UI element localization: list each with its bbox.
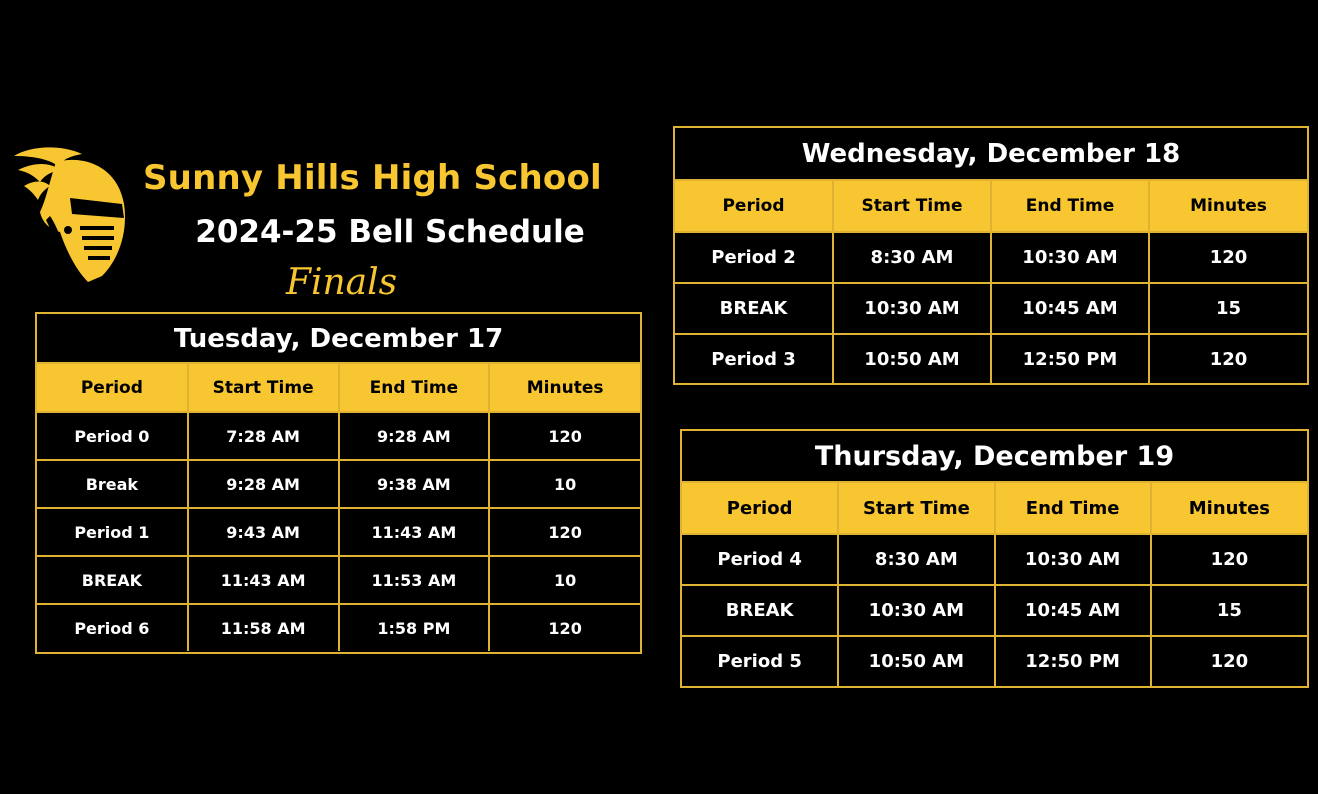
column-header: Start Time (833, 181, 991, 232)
period-cell: BREAK (675, 283, 833, 334)
table-row (675, 283, 1307, 334)
period-cell: Period 4 (682, 534, 838, 585)
minutes-cell: 10 (489, 460, 640, 508)
period-cell: Break (37, 460, 188, 508)
day-title: Tuesday, December 17 (37, 314, 640, 364)
table-row (37, 604, 640, 651)
minutes-cell: 15 (1151, 585, 1307, 636)
period-cell: Period 1 (37, 508, 188, 556)
table-row (37, 508, 640, 556)
minutes-cell: 120 (1149, 232, 1307, 283)
table-row (37, 412, 640, 460)
column-header: Period (37, 364, 188, 412)
column-header: End Time (991, 181, 1149, 232)
finals-label: Finals (286, 262, 398, 303)
start-time-cell: 10:30 AM (833, 283, 991, 334)
start-time-cell: 11:58 AM (188, 604, 339, 651)
start-time-cell: 10:50 AM (838, 636, 994, 686)
column-header: Start Time (188, 364, 339, 412)
column-header: Minutes (1151, 483, 1307, 534)
schedule-table (675, 181, 1307, 384)
period-cell: Period 5 (682, 636, 838, 686)
minutes-cell: 120 (489, 412, 640, 460)
header-row (37, 364, 640, 412)
end-time-cell: 9:28 AM (339, 412, 490, 460)
period-cell: Period 0 (37, 412, 188, 460)
table-row (682, 585, 1307, 636)
table-row (682, 636, 1307, 686)
period-cell: BREAK (682, 585, 838, 636)
end-time-cell: 10:30 AM (995, 534, 1151, 585)
start-time-cell: 11:43 AM (188, 556, 339, 604)
column-header: Minutes (1149, 181, 1307, 232)
start-time-cell: 8:30 AM (838, 534, 994, 585)
minutes-cell: 120 (1149, 334, 1307, 384)
minutes-cell: 120 (489, 508, 640, 556)
knight-helmet-icon (10, 146, 132, 286)
minutes-cell: 120 (489, 604, 640, 651)
tuesday-schedule-table (35, 312, 642, 654)
column-header: Start Time (838, 483, 994, 534)
table-row (37, 460, 640, 508)
thursday-schedule-table (680, 429, 1309, 688)
end-time-cell: 12:50 PM (995, 636, 1151, 686)
table-row (675, 334, 1307, 384)
column-header: Period (675, 181, 833, 232)
header-row (675, 181, 1307, 232)
minutes-cell: 10 (489, 556, 640, 604)
end-time-cell: 11:43 AM (339, 508, 490, 556)
table-row (675, 232, 1307, 283)
start-time-cell: 10:30 AM (838, 585, 994, 636)
period-cell: Period 2 (675, 232, 833, 283)
schedule-table (37, 364, 640, 651)
start-time-cell: 8:30 AM (833, 232, 991, 283)
minutes-cell: 120 (1151, 636, 1307, 686)
day-title: Wednesday, December 18 (675, 128, 1307, 181)
start-time-cell: 9:43 AM (188, 508, 339, 556)
start-time-cell: 7:28 AM (188, 412, 339, 460)
column-header: Period (682, 483, 838, 534)
period-cell: BREAK (37, 556, 188, 604)
schedule-title: 2024-25 Bell Schedule (195, 214, 585, 250)
period-cell: Period 6 (37, 604, 188, 651)
start-time-cell: 10:50 AM (833, 334, 991, 384)
school-name: Sunny Hills High School (143, 158, 602, 198)
end-time-cell: 11:53 AM (339, 556, 490, 604)
header-row (682, 483, 1307, 534)
table-row (37, 556, 640, 604)
column-header: End Time (339, 364, 490, 412)
table-row (682, 534, 1307, 585)
schedule-table (682, 483, 1307, 686)
minutes-cell: 15 (1149, 283, 1307, 334)
end-time-cell: 1:58 PM (339, 604, 490, 651)
wednesday-schedule-table (673, 126, 1309, 385)
day-title: Thursday, December 19 (682, 431, 1307, 483)
end-time-cell: 12:50 PM (991, 334, 1149, 384)
end-time-cell: 10:45 AM (995, 585, 1151, 636)
column-header: End Time (995, 483, 1151, 534)
column-header: Minutes (489, 364, 640, 412)
minutes-cell: 120 (1151, 534, 1307, 585)
end-time-cell: 10:30 AM (991, 232, 1149, 283)
end-time-cell: 10:45 AM (991, 283, 1149, 334)
period-cell: Period 3 (675, 334, 833, 384)
start-time-cell: 9:28 AM (188, 460, 339, 508)
end-time-cell: 9:38 AM (339, 460, 490, 508)
